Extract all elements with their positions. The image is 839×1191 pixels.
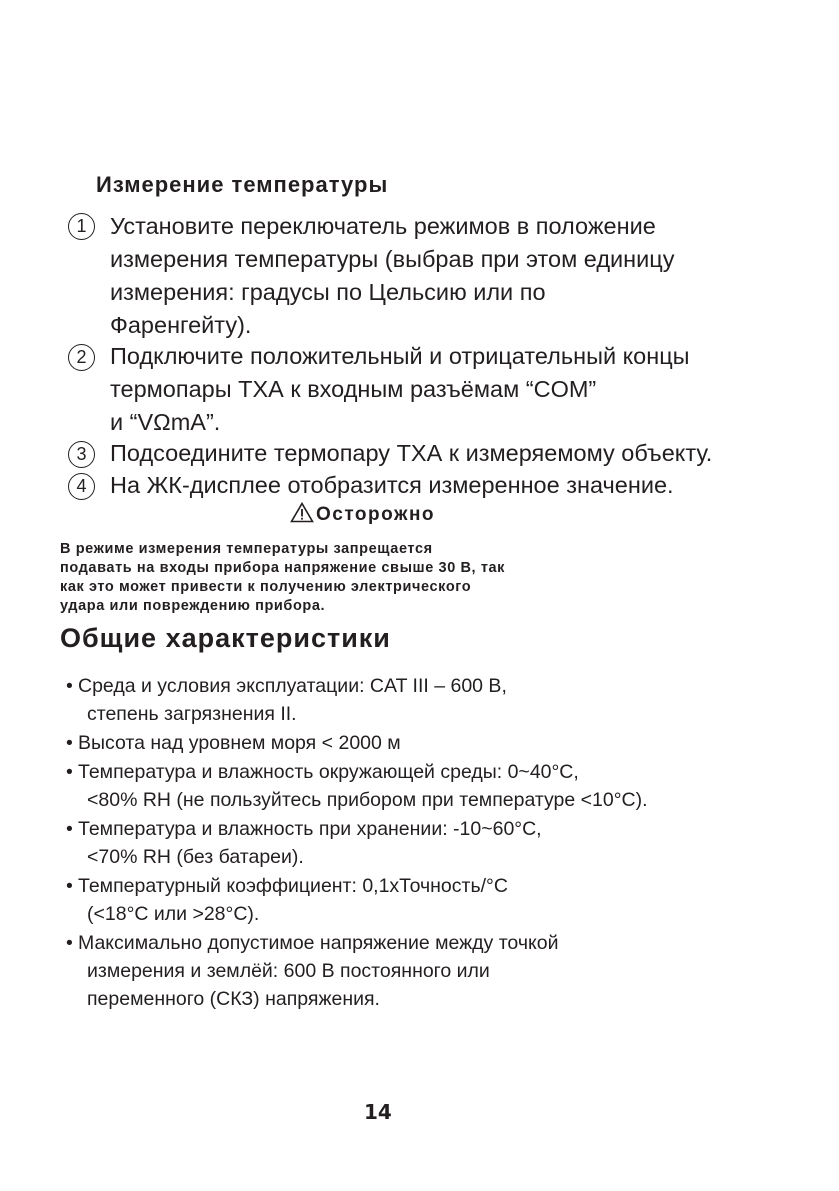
spec-bullet: • [66,875,73,897]
step-number-1: 1 [68,213,95,240]
step-1-line-4: Фаренгейту). [110,312,252,338]
spec-6-line-3: переменного (СКЗ) напряжения. [87,988,380,1010]
caution-line-4: удара или повреждению прибора. [60,598,326,614]
spec-bullet: • [66,675,73,697]
caution-line-3: как это может привести к получению электрического [60,579,472,595]
warning-triangle-icon [290,502,314,523]
step-2-line-1: Подключите положительный и отрицательный концы [110,343,690,369]
step-1-line-3: измерения: градусы по Цельсию или по [110,279,546,305]
spec-1-line-2: степень загрязнения II. [87,703,297,725]
section-title-general-specs: Общие характеристики [60,623,391,653]
spec-4-line-1: Температура и влажность при хранении: -10~60°C, [78,818,542,840]
caution-line-2: подавать на входы прибора напряжение свыше 30 В, так [60,560,506,576]
step-2-line-3: и “VΩmA”. [110,409,221,435]
step-2-line-2: термопары ТХА к входным разъёмам “COM” [110,376,597,402]
section-title-temperature: Измерение температуры [96,172,389,197]
step-number-4: 4 [68,473,95,500]
caution-heading [290,502,435,526]
step-number-2: 2 [68,344,95,371]
caution-line-1: В режиме измерения температуры запрещается [60,541,433,557]
spec-bullet: • [66,732,73,754]
spec-6-line-2: измерения и землёй: 600 В постоянного или [87,960,490,982]
page-number: 14 [364,1100,392,1124]
step-1-line-1: Установите переключатель режимов в положение [110,213,656,239]
spec-5-line-2: (<18°C или >28°C). [87,903,260,925]
spec-1-line-1: Среда и условия эксплуатации: CAT III – 600 В, [78,675,507,697]
spec-bullet: • [66,932,73,954]
spec-3-line-1: Температура и влажность окружающей среды: 0~40°C, [78,761,579,783]
step-number-3: 3 [68,441,95,468]
spec-6-line-1: Максимально допустимое напряжение между точкой [78,932,559,954]
spec-4-line-2: <70% RH (без батареи). [87,846,304,868]
spec-3-line-2: <80% RH (не пользуйтесь прибором при температуре <10°C). [87,789,648,811]
spec-bullet: • [66,818,73,840]
spec-5-line-1: Температурный коэффициент: 0,1хТочность/°C [78,875,508,897]
spec-bullet: • [66,761,73,783]
caution-title: Осторожно [316,504,436,525]
step-1-line-2: измерения температуры (выбрав при этом единицу [110,246,675,272]
spec-2-line-1: Высота над уровнем моря < 2000 м [78,732,401,754]
step-4-line-1: На ЖК-дисплее отобразится измеренное значение. [110,472,674,498]
step-3-line-1: Подсоедините термопару ТХА к измеряемому объекту. [110,440,713,466]
